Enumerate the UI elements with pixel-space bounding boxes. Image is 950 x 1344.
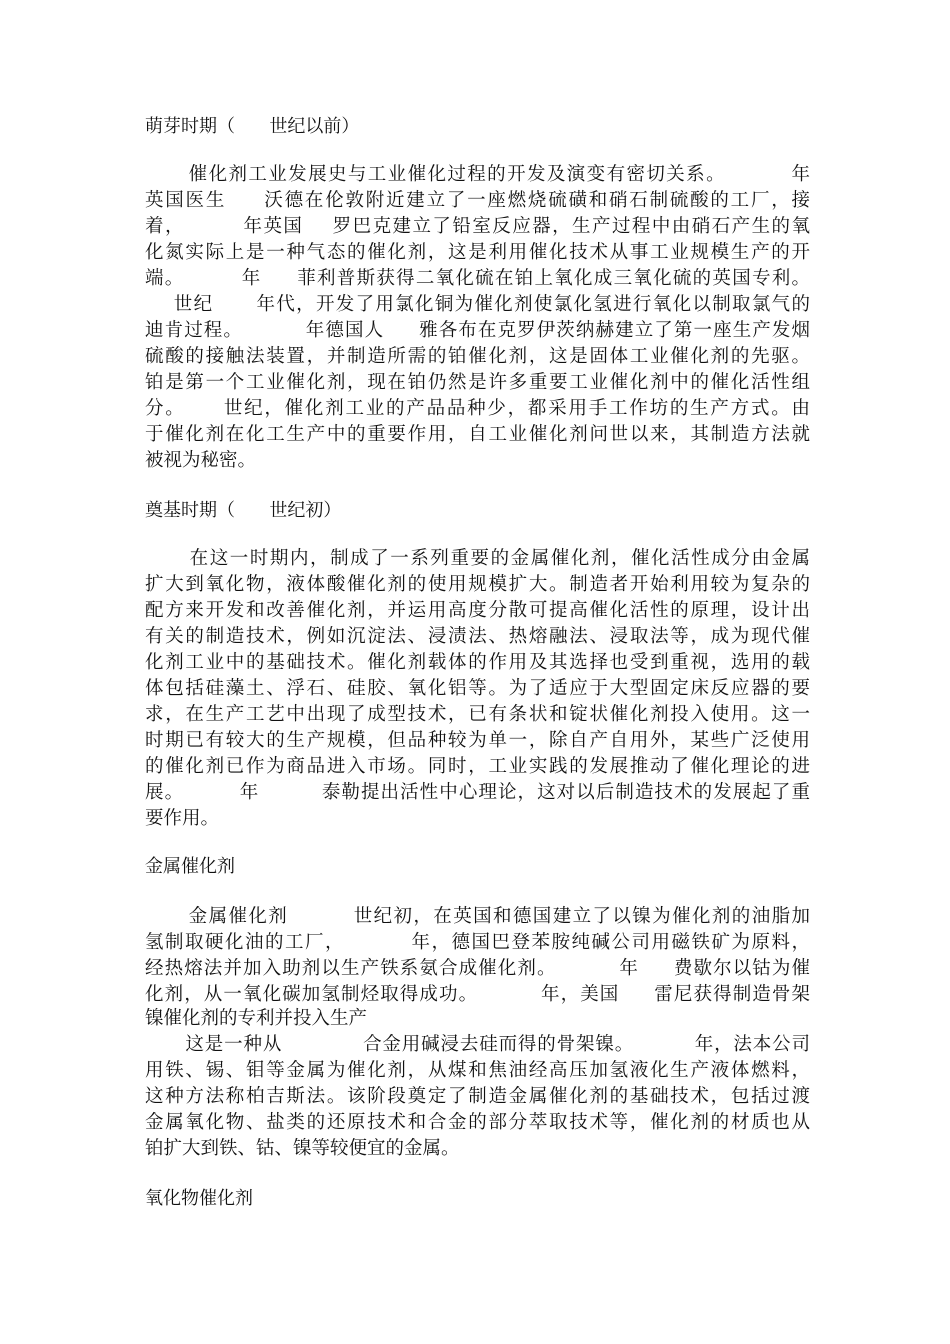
- paragraph-line: 端。 年 菲利普斯获得二氧化硫在铂上氧化成三氧化硫的英国专利。: [145, 268, 810, 289]
- paragraph-line: 英国医生 沃德在伦敦附近建立了一座燃烧硫磺和硝石制硫酸的工厂，接: [145, 190, 810, 211]
- paragraph-line: 被视为秘密。: [145, 450, 257, 471]
- paragraph-line: 硫酸的接触法装置，并制造所需的铂催化剂，这是固体工业催化剂的先驱。: [145, 346, 810, 367]
- paragraph-line: 要作用。: [145, 808, 220, 829]
- paragraph-line: 在这一时期内，制成了一系列重要的金属催化剂，催化活性成分由金属: [145, 548, 810, 569]
- paragraph-line: 于催化剂在化工生产中的重要作用，自工业催化剂问世以来，其制造方法就: [145, 424, 810, 445]
- section-heading: 金属催化剂: [145, 856, 235, 877]
- section-heading: 奠基时期（ 世纪初）: [145, 500, 342, 521]
- paragraph-line: 体包括硅藻土、浮石、硅胶、氧化铝等。为了适应于大型固定床反应器的要: [145, 678, 810, 699]
- paragraph-line: 扩大到氧化物，液体酸催化剂的使用规模扩大。制造者开始利用较为复杂的: [145, 574, 810, 595]
- paragraph-line: 这种方法称柏吉斯法。该阶段奠定了制造金属催化剂的基础技术，包括过渡: [145, 1086, 810, 1107]
- paragraph-line: 分。 世纪，催化剂工业的产品品种少，都采用手工作坊的生产方式。由: [145, 398, 810, 419]
- paragraph-line: 着， 年英国 罗巴克建立了铅室反应器，生产过程中由硝石产生的氧: [145, 216, 810, 237]
- paragraph-line: 化剂，从一氧化碳加氢制烃取得成功。 年，美国 雷尼获得制造骨架: [145, 984, 810, 1005]
- paragraph-line: 铂扩大到铁、钴、镍等较便宜的金属。: [145, 1138, 460, 1159]
- paragraph-line: 用铁、锡、钼等金属为催化剂，从煤和焦油经高压加氢液化生产液体燃料，: [145, 1060, 810, 1081]
- paragraph-line: 展。 年 泰勒提出活性中心理论，这对以后制造技术的发展起了重: [145, 782, 810, 803]
- paragraph-line: 这是一种从 合金用碱浸去硅而得的骨架镍。 年，法本公司: [145, 1034, 810, 1055]
- paragraph-line: 迪肯过程。 年德国人 雅各布在克罗伊茨纳赫建立了第一座生产发烟: [145, 320, 810, 341]
- paragraph-line: 世纪 年代，开发了用氯化铜为催化剂使氯化氢进行氧化以制取氯气的: [145, 294, 810, 315]
- paragraph-line: 镍催化剂的专利并投入生产: [145, 1008, 368, 1029]
- paragraph-line: 氢制取硬化油的工厂， 年，德国巴登苯胺纯碱公司用磁铁矿为原料，: [145, 932, 810, 953]
- paragraph-line: 化氮实际上是一种气态的催化剂，这是利用催化技术从事工业规模生产的开: [145, 242, 810, 263]
- paragraph-line: 经热熔法并加入助剂以生产铁系氨合成催化剂。 年 费歇尔以钴为催: [145, 958, 810, 979]
- paragraph-line: 的催化剂已作为商品进入市场。同时，工业实践的发展推动了催化理论的进: [145, 756, 810, 777]
- paragraph-line: 时期已有较大的生产规模，但品种较为单一，除自产自用外，某些广泛使用: [145, 730, 810, 751]
- paragraph-line: 求，在生产工艺中出现了成型技术，已有条状和锭状催化剂投入使用。这一: [145, 704, 810, 725]
- paragraph-line: 有关的制造技术，例如沉淀法、浸渍法、热熔融法、浸取法等，成为现代催: [145, 626, 810, 647]
- section-heading: 萌芽时期（ 世纪以前）: [145, 116, 360, 137]
- paragraph-line: 化剂工业中的基础技术。催化剂载体的作用及其选择也受到重视，选用的载: [145, 652, 810, 673]
- paragraph-line: 催化剂工业发展史与工业催化过程的开发及演变有密切关系。 年: [145, 164, 810, 185]
- paragraph-line: 金属催化剂 世纪初，在英国和德国建立了以镍为催化剂的油脂加: [145, 906, 810, 927]
- paragraph-line: 铂是第一个工业催化剂，现在铂仍然是许多重要工业催化剂中的催化活性组: [145, 372, 810, 393]
- paragraph-line: 配方来开发和改善催化剂，并运用高度分散可提高催化活性的原理，设计出: [145, 600, 810, 621]
- section-heading: 氧化物催化剂: [145, 1188, 253, 1209]
- paragraph-line: 金属氧化物、盐类的还原技术和合金的部分萃取技术等，催化剂的材质也从: [145, 1112, 810, 1133]
